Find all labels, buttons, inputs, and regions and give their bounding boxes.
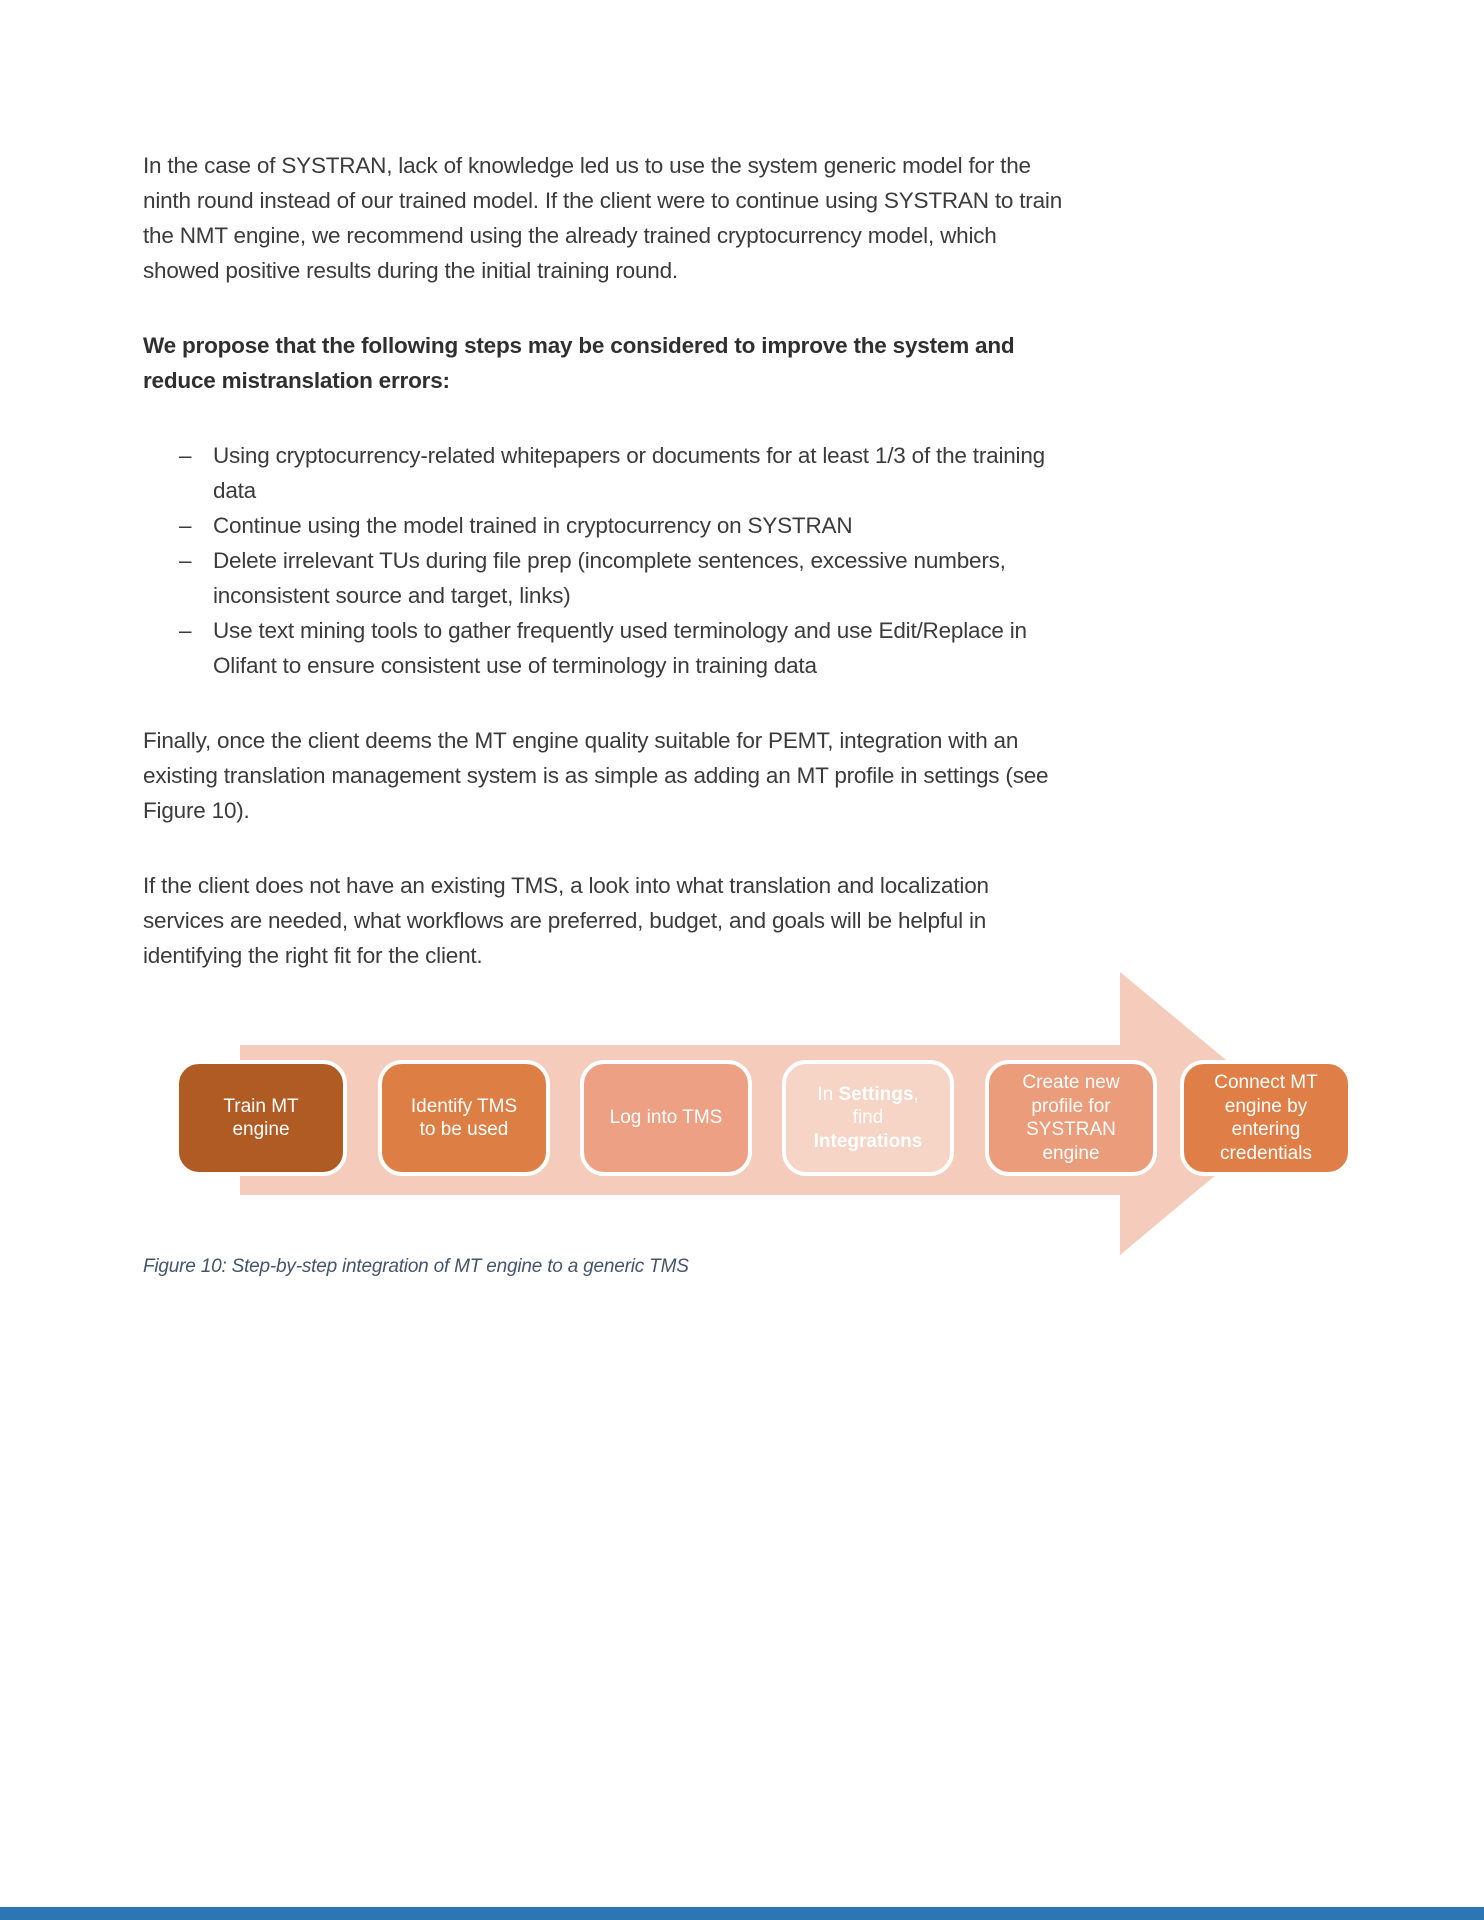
figure-caption: Figure 10: Step-by-step integration of MT engine to a generic TMS xyxy=(143,1256,689,1277)
step-box-train-mt-engine xyxy=(175,1060,347,1176)
list-item: – Using cryptocurrency-related whitepapers or documents for at least 1/3 of the training data xyxy=(213,438,1068,508)
paragraph-no-tms: If the client does not have an existing TMS, a look into what translation and localization services are needed, what workflows are preferred, budget, and goals will be helpful in identifying the right fit for the client. xyxy=(143,873,989,968)
step-label: Train MT engine xyxy=(223,1095,299,1140)
list-item: – Continue using the model trained in cryptocurrency on SYSTRAN xyxy=(213,508,1068,543)
step-box-log-into-tms xyxy=(580,1060,752,1176)
figure-10-diagram xyxy=(0,960,1484,1320)
step-box-identify-tms xyxy=(378,1060,550,1176)
paragraph-systran-case: In the case of SYSTRAN, lack of knowledge led us to use the system generic model for the ninth round instead of our trained model. If the client were to continue using SYSTRAN to train the NMT engine, we recommend using the already trained cryptocurrency model, which showed positive results during the initial training round. xyxy=(143,153,1063,283)
paragraph-pemt-integration: Finally, once the client deems the MT engine quality suitable for PEMT, integration with an existing translation management system is as simple as adding an MT profile in settings (see Figure 10). xyxy=(143,728,1049,823)
step-label: Connect MT engine by entering credentials xyxy=(1214,1072,1318,1164)
list-item: – Delete irrelevant TUs during file prep (incomplete sentences, excessive numbers, inconsistent source and target, links) xyxy=(213,543,1068,613)
footer-accent-bar xyxy=(0,1907,1484,1920)
step-label: Identify TMS to be used xyxy=(410,1095,518,1140)
proposal-heading: We propose that the following steps may be considered to improve the system and reduce mistranslation errors: xyxy=(143,333,1015,393)
step-box-connect-engine xyxy=(1180,1060,1352,1176)
step-label: In Settings, find Integrations xyxy=(813,1083,923,1152)
recommendation-list xyxy=(143,438,1068,683)
step-label: Log into TMS xyxy=(609,1107,723,1129)
document-text-column xyxy=(143,148,1068,1013)
step-label: Create new profile for SYSTRAN engine xyxy=(1022,1072,1120,1164)
list-item: – Use text mining tools to gather frequently used terminology and use Edit/Replace in Olifant to ensure consistent use of terminology in training data xyxy=(213,613,1068,683)
step-box-settings-integrations xyxy=(782,1060,954,1176)
step-box-create-profile xyxy=(985,1060,1157,1176)
